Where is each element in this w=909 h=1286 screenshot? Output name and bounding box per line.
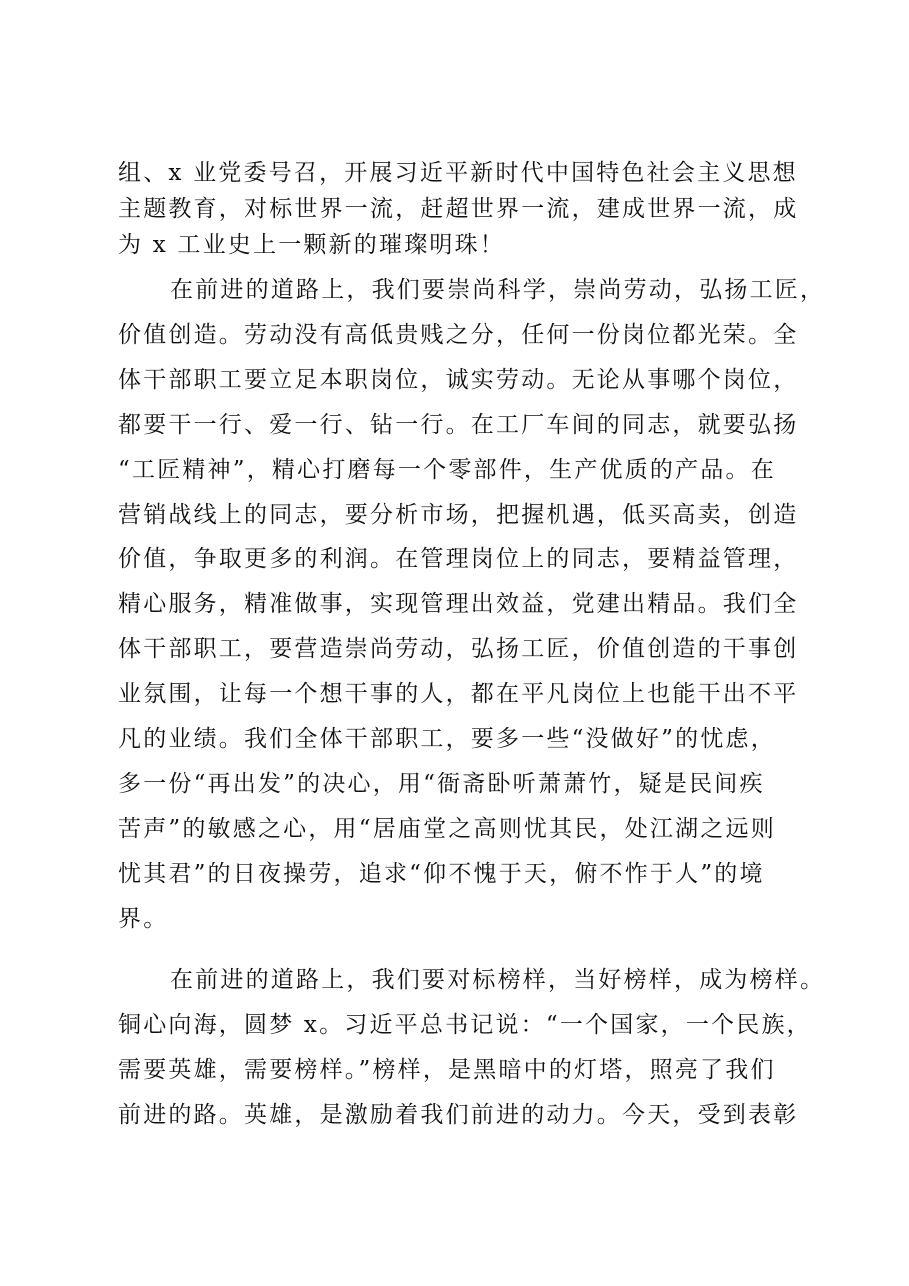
paragraph-2-line-5: “工匠精神”，精心打磨每一个零部件，生产优质的产品。在 bbox=[118, 457, 776, 483]
paragraph-2-line-6: 营销战线上的同志，要分析市场，把握机遇，低买高卖，创造 bbox=[118, 502, 799, 528]
paragraph-2-line-12: 多一份“再出发”的决心，用“衙斋卧听萧萧竹，疑是民间疾 bbox=[118, 771, 765, 797]
text-line-2: 主题教育，对标世界一流，赶超世界一流，建成世界一流，成 bbox=[118, 196, 799, 222]
paragraph-2-line-4: 都要干一行、爱一行、钻一行。在工厂车间的同志，就要弘扬 bbox=[118, 412, 799, 438]
paragraph-2-line-3: 体干部职工要立足本职岗位，诚实劳动。无论从事哪个岗位， bbox=[118, 367, 799, 393]
paragraph-2-line-11: 凡的业绩。我们全体干部职工，要多一些“没做好”的忧虑， bbox=[118, 726, 776, 752]
paragraph-2-line-15: 界。 bbox=[118, 906, 169, 932]
paragraph-2-line-9: 体干部职工，要营造崇尚劳动，弘扬工匠，价值创造的干事创 bbox=[118, 636, 799, 662]
paragraph-2-line-14: 忧其君”的日夜操劳，追求“仰不愧于天，俯不怍于人”的境 bbox=[118, 861, 765, 887]
paragraph-2-line-8: 精心服务，精准做事，实现管理出效益，党建出精品。我们全 bbox=[118, 591, 799, 617]
text-line-3: 为 x 工业史上一颗新的璀璨明珠！ bbox=[118, 232, 505, 258]
paragraph-2-line-13: 苦声”的敏感之心，用“居庙堂之高则忧其民，处江湖之远则 bbox=[118, 816, 776, 842]
paragraph-2-line-2: 价值创造。劳动没有高低贵贱之分，任何一份岗位都光荣。全 bbox=[118, 322, 799, 348]
paragraph-3-line-4: 前进的路。英雄，是激励着我们前进的动力。今天，受到表彰 bbox=[118, 1102, 799, 1128]
paragraph-2-line-10: 业氛围，让每一个想干事的人，都在平凡岗位上也能干出不平 bbox=[118, 681, 799, 707]
text-line-1: 组、x 业党委号召，开展习近平新时代中国特色社会主义思想 bbox=[118, 160, 798, 186]
paragraph-3-line-3: 需要英雄，需要榜样。”榜样，是黑暗中的灯塔，照亮了我们 bbox=[118, 1057, 776, 1083]
paragraph-2-line-1: 在前进的道路上，我们要崇尚科学，崇尚劳动，弘扬工匠， bbox=[170, 277, 826, 303]
paragraph-3-line-2: 铜心向海，圆梦 x。习近平总书记说：“一个国家，一个民族， bbox=[118, 1012, 812, 1038]
paragraph-2-line-7: 价值，争取更多的利润。在管理岗位上的同志，要精益管理， bbox=[118, 546, 799, 572]
paragraph-3-line-1: 在前进的道路上，我们要对标榜样，当好榜样，成为榜样。 bbox=[170, 967, 826, 993]
